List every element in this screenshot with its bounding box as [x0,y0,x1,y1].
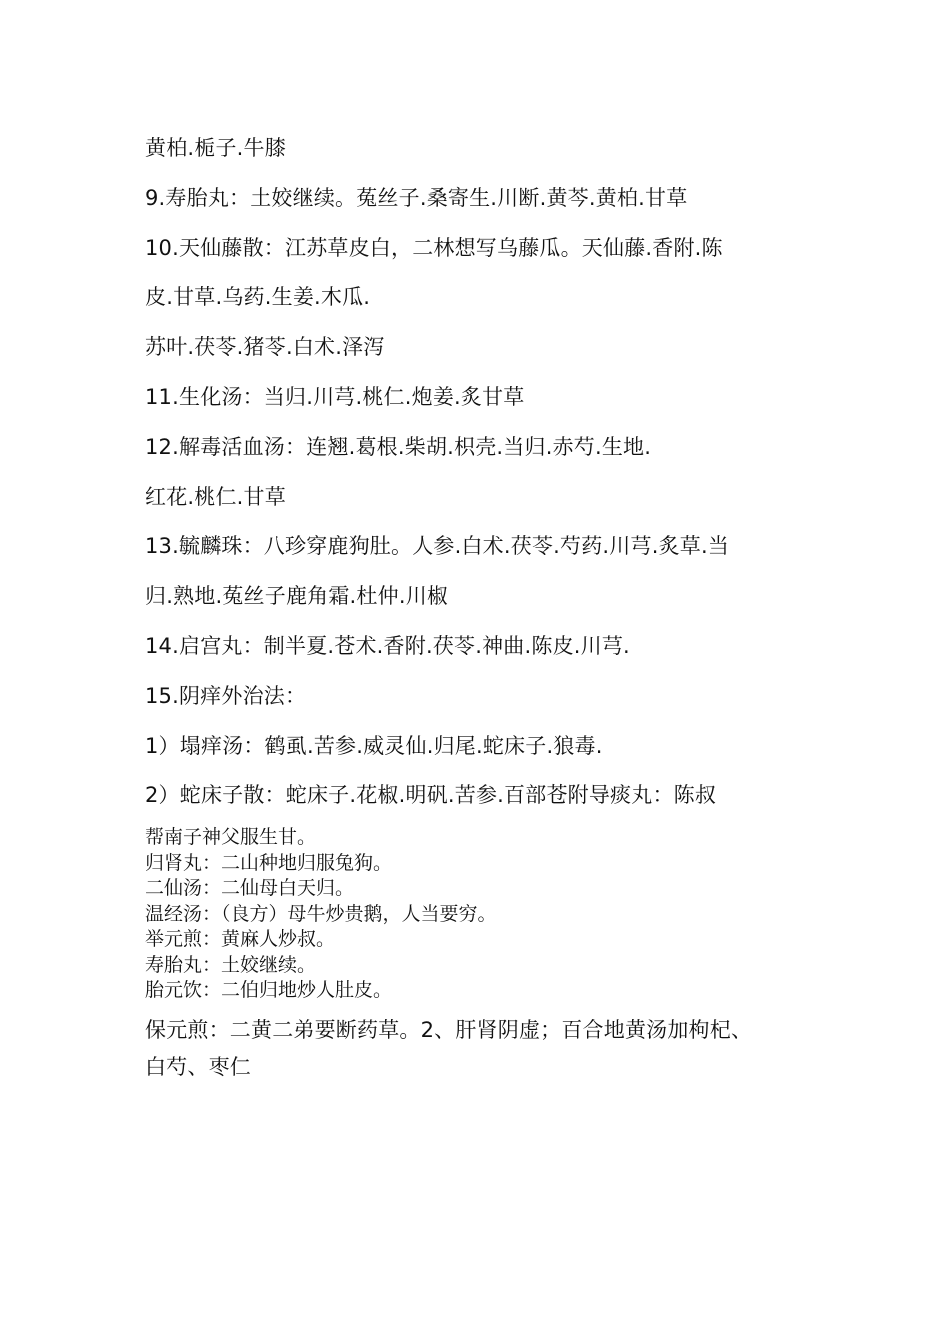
text-line: 14.启宫丸：制半夏.苍术.香附.茯苓.神曲.陈皮.川芎. [145,633,630,658]
text-line: 白芍、枣仁 [145,1054,251,1079]
compact-text-line: 温经汤：（良方）母牛炒贵鹅，人当要穷。 [145,902,497,925]
tail-text-block [145,1012,845,1086]
compact-text-line: 胎元饮：二伯归地炒人肚皮。 [145,979,393,1002]
text-line: 11.生化汤：当归.川芎.桃仁.炮姜.炙甘草 [145,384,525,409]
compact-text-line: 帮南子神父服生甘。 [145,826,317,849]
text-line: 红花.桃仁.甘草 [145,484,286,509]
text-line: 黄柏.栀子.牛膝 [145,136,286,160]
compact-text-line: 举元煎：黄麻人炒叔。 [145,928,336,951]
compact-text-block [145,825,845,1004]
text-line: 2）蛇床子散：蛇床子.花椒.明矾.苦参.百部苍附导痰丸：陈叔 [145,783,717,808]
text-line: 皮.甘草.乌药.生姜.木瓜. [145,285,371,310]
text-line: 1）塌痒汤：鹤虱.苦参.威灵仙.归尾.蛇床子.狼毒. [145,733,603,758]
text-line: 9.寿胎丸：土姣继续。菟丝子.桑寄生.川断.黄芩.黄柏.甘草 [145,185,688,210]
text-line: 归.熟地.菟丝子鹿角霜.杜仲.川椒 [145,584,449,609]
compact-text-line: 二仙汤：二仙母白天归。 [145,877,355,900]
text-line: 苏叶.茯苓.猪苓.白术.泽泻 [145,335,385,360]
compact-text-line: 寿胎丸：土姣继续。 [145,953,317,976]
text-line: 保元煎：二黄二弟要断药草。2、肝肾阴虚；百合地黄汤加枸杞、 [145,1017,753,1042]
text-line: 10.天仙藤散：江苏草皮白，二林想写乌藤瓜。天仙藤.香附.陈 [145,235,723,260]
text-line: 13.毓麟珠：八珍穿鹿狗肚。人参.白术.茯苓.芍药.川芎.炙草.当 [145,534,730,559]
document-body [145,130,845,1086]
compact-text-line: 归肾丸：二山种地归服兔狗。 [145,851,393,874]
text-line: 15.阴痒外治法： [145,683,307,708]
text-line: 12.解毒活血汤：连翘.葛根.柴胡.枳壳.当归.赤芍.生地. [145,434,652,459]
